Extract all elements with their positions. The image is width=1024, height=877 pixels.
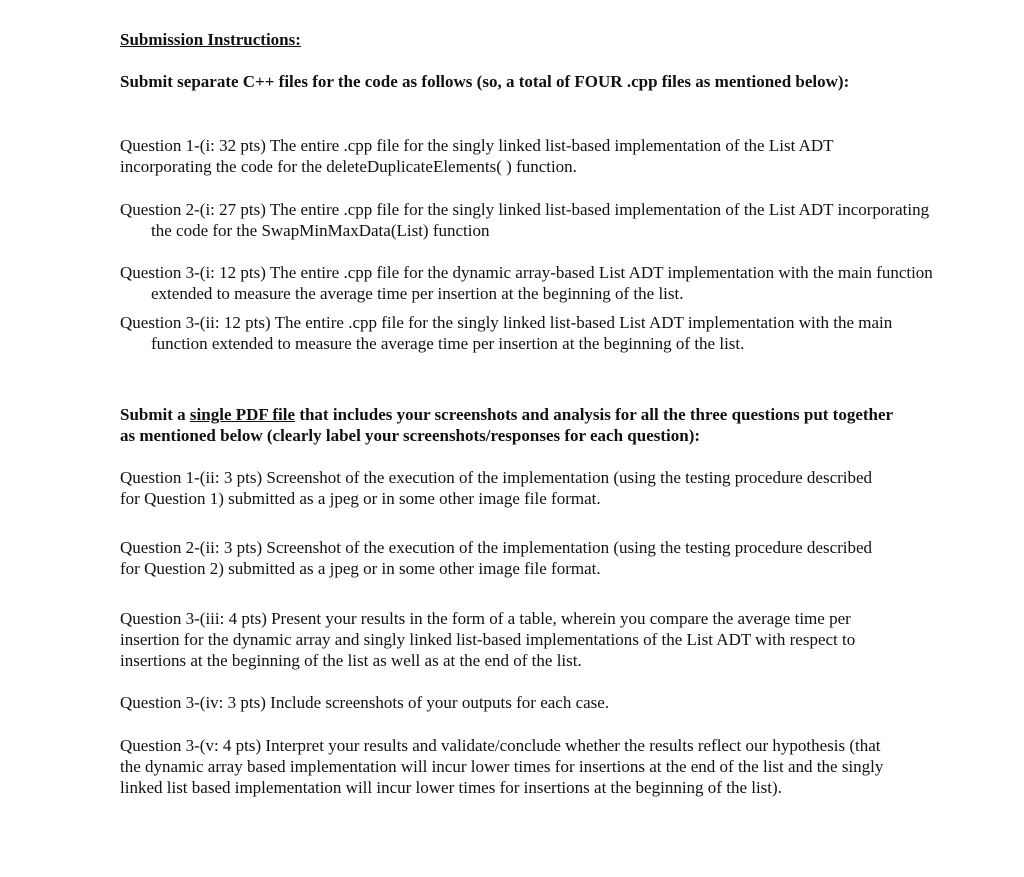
question-3-ii-item: Question 3-(ii: 12 pts) The entire .cpp file for the singly linked list-based List ADT implementation with the main function extended to measure the average time per insertion at the beginning of the list.: [120, 313, 893, 353]
question-3-i-item: Question 3-(i: 12 pts) The entire .cpp file for the dynamic array-based List ADT implementation with the main function extended to measure the average time per insertion at the beginning of the list.: [120, 263, 933, 303]
pdf-intro-after: that includes your screenshots and analysis for all the three questions put together as mentioned below (clearly label your screenshots/responses for each question):: [120, 405, 893, 445]
submission-instructions-heading: Submission Instructions:: [120, 30, 301, 49]
question-1-i-item: Question 1-(i: 32 pts) The entire .cpp file for the singly linked list-based implementation of the List ADT incorporating the code for the deleteDuplicateElements( ) function.: [120, 136, 834, 176]
question-3-iv-item: Question 3-(iv: 3 pts) Include screenshots of your outputs for each case.: [120, 693, 610, 712]
single-pdf-file-emphasis: single PDF file: [189, 405, 296, 424]
question-2-i-item: Question 2-(i: 27 pts) The entire .cpp file for the singly linked list-based implementation of the List ADT incorporating the code for the SwapMinMaxData(List) function: [120, 200, 930, 240]
question-3-iii-item: Question 3-(iii: 4 pts) Present your results in the form of a table, wherein you compare the average time per insertion for the dynamic array and singly linked list-based implementations of the List ADT with respect to insertions at the beginning of the list as well as at the end of the list.: [120, 609, 856, 670]
question-1-ii-item: Question 1-(ii: 3 pts) Screenshot of the execution of the implementation (using the testing procedure described for Question 1) submitted as a jpeg or in some other image file format.: [120, 468, 873, 508]
cpp-files-intro: Submit separate C++ files for the code as follows (so, a total of FOUR .cpp files as mentioned below):: [120, 72, 850, 91]
question-2-ii-item: Question 2-(ii: 3 pts) Screenshot of the execution of the implementation (using the testing procedure described for Question 2) submitted as a jpeg or in some other image file format.: [120, 538, 873, 578]
pdf-intro-before: Submit a: [120, 405, 190, 424]
pdf-file-intro: [120, 404, 910, 446]
question-3-v-item: Question 3-(v: 4 pts) Interpret your results and validate/conclude whether the results reflect our hypothesis (that the dynamic array based implementation will incur lower times for insertions at the end of the list and the singly linked list based implementation will incur lower times for insertions at the beginning of the list).: [120, 736, 884, 797]
